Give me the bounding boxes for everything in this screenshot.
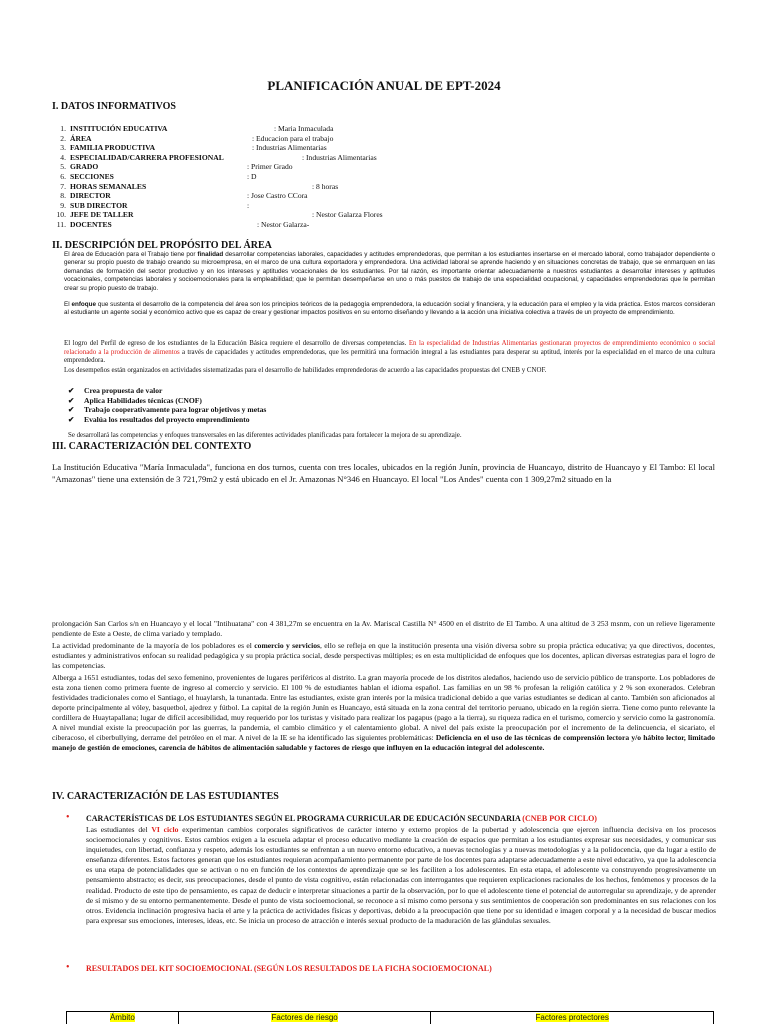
checklist-item	[68, 396, 468, 406]
row-value: : 8 horas	[312, 181, 339, 191]
row-label: HORAS SEMANALES	[70, 181, 147, 191]
checkmark-icon: ✔	[68, 405, 75, 414]
row-number: 6.	[60, 172, 66, 181]
table-header-protectores: Factores protectores	[431, 1012, 714, 1024]
checklist-item-label: Aplica Habilidades técnicas (CNOF)	[84, 395, 202, 405]
section-3-paragraph-3: La actividad predominante de la mayoría de los pobladores es el comercio y servicios, ello se refleja en que la institución presenta una visión diversa sobre su propia práctica educativa; ya que directivos, docentes, estudiantes y administrativos enfocan su realidad pedagógica y su propia práctica social, desde perspectivas múltiples; es en esta multiplicidad de enfoques que los docentes, aplican diversas estrategias para el logro de las competencias.	[52, 641, 715, 670]
checklist-item-label: Evalúa los resultados del proyecto emprendimiento	[84, 414, 250, 424]
section-3-paragraph-1: La Institución Educativa "María Inmaculada", funciona en dos turnos, cuenta con tres locales, ubicados en la región Junín, provincia de Huancayo, distrito de Huancayo y El Tambo: El local "Amazonas" tiene una extensión de 3 721,79m2 y está ubicado en el Jr. Amazonas N°346 en Huancayo. El local "Los Andes" cuenta con 1 309,27m2 situado en la	[52, 462, 715, 485]
row-value: : D	[247, 172, 257, 181]
checklist-item	[68, 405, 468, 415]
checklist-item	[68, 386, 468, 396]
section-3-heading: III. CARACTERIZACIÓN DEL CONTEXTO	[52, 441, 252, 452]
row-label: INSTITUCIÓN EDUCATIVA	[70, 124, 168, 133]
section-3-paragraph-4: Alberga a 1651 estudiantes, todas del sexo femenino, provenientes de lugares periféricos al distrito. La gran mayoría procede de los distritos aledaños, haciendo uso de servicio público de transporte. Los pobladores de esta zona tienen como primera fuente de ingreso al comercio y servicio. El 100 % de estudiantes hablan el idioma español. Las familias en un 98 % profesan la religión católica y 2 % son exonerados. Celebran festividades tradicionales como el Santiago, el huaylarsh, la tunantada. Entre las estudiantes, existe gran interés por la música tradicional debido a que varias estudiantes se dedican al canto. También son aficionados al deporte principalmente al vóley, basquetbol, ajedrez y fútbol. La capital de la región Junín es Huancayo, está situada en la zona central del territorio peruano, ubicado en la región sierra. Tiene como punto relevante la cordillera de Huaytapallana; lugar de difícil accesibilidad, muy requerido por los turistas y visitado para realizar los pagapus (pago a la tierra), su riqueza radica en el turismo, comercio y servicio como la gastronomía. A nivel mundial existe la preocupación por las guerras, la pandemia, el cambio climático y el calentamiento global. A nivel del país existe la preocupación por el incremento de la delincuencia, el sicariato, el ciberacoso, el ciberbullying, derrame del petróleo en el mar. A nivel de la IE se ha identificado las siguientes problemáticas: Deficiencia en el uso de las técnicas de comprensión lectora y/o hábito lector, limitado manejo de gestión de emociones, carencia de hábitos de alimentación saludable y factores de riesgo que influyen en la educación integral del adolescente.	[52, 673, 716, 752]
row-number: 4.	[60, 152, 66, 162]
section-2-note: Se desarrollará las competencias y enfoques transversales en las diferentes actividades planificadas para fortalecer la mejora de su aprendizaje.	[68, 432, 462, 439]
row-label: JEFE DE TALLER	[70, 210, 134, 220]
row-number: 10.	[56, 210, 66, 220]
page-title: PLANIFICACIÓN ANUAL DE EPT-2024	[267, 78, 501, 93]
row-number: 1.	[60, 124, 66, 133]
row-number: 9.	[60, 200, 66, 210]
row-label: FAMILIA PRODUCTIVA	[70, 143, 156, 153]
row-value: : Nestor Galarza Flores	[312, 210, 383, 220]
datos-row	[52, 221, 452, 230]
row-label: SECCIONES	[70, 172, 114, 181]
checkmark-icon: ✔	[68, 386, 75, 395]
row-value: : Primer Grado	[247, 162, 293, 172]
bullet-icon: •	[66, 812, 70, 823]
row-value: : Maria Inmaculada	[274, 124, 334, 133]
row-value: : Educacion para el trabajo	[252, 133, 334, 143]
row-number: 8.	[60, 191, 66, 201]
row-value: : Jose Castro CCora	[247, 191, 308, 201]
row-number: 11.	[56, 220, 66, 229]
checklist-item	[68, 415, 468, 425]
section-2-paragraph-1: El área de Educación para el Trabajo tiene por finalidad desarrollar competencias laborales, capacidades y actitudes emprendedoras, que permitan a los estudiantes insertarse en el mercado laboral, como trabajador dependiente o generar su propio puesto de trabajo creando su microempresa, en el marco de una cultura exportadora y emprendedora. Una actividad laboral se aprende haciendo y en situaciones concretas de trabajo, que se enmarquen en las demandas de formación del sector productivo y en los intereses y aptitudes vocacionales de los estudiantes. Por tal razón, es importante orientar adecuadamente a nuestros estudiantes a desarrollar intereses y aptitudes vocacionales, competencias laborales y socioemocionales para la empleabilidad; que le permitan desempeñarse en uno o más puestos de trabajo de una especialidad ocupacional, y capacidades emprendedoras que le permitan crear su propio puesto de trabajo.	[64, 251, 715, 292]
kit-results-title: RESULTADOS DEL KIT SOCIOEMOCIONAL (SEGÚN LOS RESULTADOS DE LA FICHA SOCIOEMOCIONAL)	[86, 964, 492, 973]
section-2-heading: II. DESCRIPCIÓN DEL PROPÓSITO DEL ÁREA	[52, 240, 272, 251]
datos-row	[52, 125, 452, 134]
characteristics-title: CARACTERÍSTICAS DE LOS ESTUDIANTES SEGÚN EL PROGRAMA CURRICULAR DE EDUCACIÓN SECUNDARIA (CNEB POR CICLO)	[86, 814, 597, 823]
row-label: ÁREA	[70, 133, 92, 143]
row-number: 5.	[60, 162, 66, 172]
row-label: DIRECTOR	[70, 191, 111, 201]
section-4-heading: IV. CARACTERIZACIÓN DE LAS ESTUDIANTES	[52, 791, 279, 802]
row-label: GRADO	[70, 162, 99, 172]
row-label: SUB DIRECTOR	[70, 200, 128, 210]
table-header-riesgo: Factores de riesgo	[178, 1012, 431, 1024]
section-2-paragraph-2: El enfoque que sustenta el desarrollo de la competencia del área son los principios teóricos de la pedagogía emprendedora, la educación social y financiera, y la educación para el empleo y la vida práctica. Estos marcos consideran al estudiante un agente social y económico activo que es capaz de crear y gestionar impactos positivos en su entorno diseñando y llevando a la acción una iniciativa colectiva a través de un proyecto de emprendimiento.	[64, 301, 715, 317]
table-header-row	[67, 1012, 714, 1024]
section-3-paragraph-2: prolongación San Carlos s/n en Huancayo y el local "Intihuatana" con 4 381,27m se encuentra en la Av. Mariscal Castilla N° 4500 en el distrito de El Tambo. A una altitud de 3 253 msnm, con un relieve ligeramente pendiente de Este a Oeste, de clima variado y templado.	[52, 619, 715, 638]
section-2-paragraph-4: Los desempeños están organizados en actividades sistematizadas para el desarrollo de habilidades emprendedoras de acuerdo a las capacidades propuestas del CNEB y CNOF.	[64, 367, 547, 374]
competencies-checklist	[68, 386, 468, 424]
datos-row	[52, 173, 452, 182]
checklist-item-label: Trabajo cooperativamente para lograr objetivos y metas	[84, 405, 267, 414]
datos-informativos-list	[52, 125, 452, 235]
section-1-heading: I. DATOS INFORMATIVOS	[52, 101, 176, 112]
row-value: :	[247, 200, 250, 210]
row-label: DOCENTES	[70, 220, 112, 229]
checkmark-icon: ✔	[68, 414, 75, 424]
row-number: 3.	[60, 143, 66, 153]
datos-row	[52, 192, 452, 201]
socioemotional-table	[66, 1011, 714, 1024]
row-number: 7.	[60, 181, 66, 191]
row-label: ESPECIALIDAD/CARRERA PROFESIONAL	[70, 152, 224, 162]
section-2-paragraph-3: El logro del Perfil de egreso de los estudiantes de la Educación Básica requiere el desarrollo de diversas competencias. En la especialidad de Industrias Alimentarias gestionaran proyectos de emprendimiento económico o social relacionado a la producción de alimentos a través de capacidades y actitudes emprendedoras, que les permitirá una formación integral a las estudiantes para desperar su aptitud, interés por la especialidad en el marco de una cultura emprendedora.	[64, 340, 716, 365]
datos-row	[52, 211, 452, 220]
checklist-item-label: Crea propuesta de valor	[84, 386, 163, 395]
row-number: 2.	[60, 133, 66, 143]
table-header-ambito: Ámbito	[67, 1012, 179, 1024]
checkmark-icon: ✔	[68, 395, 75, 405]
characteristics-paragraph: Las estudiantes del VI ciclo experimentan cambios corporales significativos de carácter interno y externo propios de la pubertad y adolescencia que ejercen influencia decisiva en los procesos socioemocionales y cognitivos. Estos cambios exigen a la escuela adaptar el proceso educativo mediante la creación de espacios que permitan a los estudiantes expresar sus necesidades, y comunicar sus inquietudes, con libertad, confianza y respeto, además los estudiantes se enfrentan a un nuevo entorno educativo, a nuevas tecnologías y a nuevas metodologías y a la polidocencia, que da lugar a estilo de enseñanza diferentes. Estos factores generan que los estudiantes requieran acompañamiento permanente por parte de los docentes para adaptarse adecuadamente a este nivel educativo, ya que la adolescencia es una etapa de potencialidades que se activan o no en función de los contextos de aprendizaje que se les faciliten a los adolescentes. En esta etapa, el adolescente va construyendo progresivamente un pensamiento abstracto; es decir, sus preocupaciones, desde el punto de vista cognitivo, están relacionadas con interrogantes que requieren explicaciones racionales de los hechos, fenómenos y procesos de la realidad. Producto de este tipo de pensamiento, es capaz de deducir e interpretar situaciones a partir de la observación, por lo que el adolescente tiene el potencial de autorregular su aprendizaje, y de aprender de sí mismo y de su entorno permanentemente. Desde el punto de vista socioemocional, se reconoce a sí mismo como persona y sus sentimientos de cooperación son predominantes en sus relaciones con los otros. Evidencia inclinación progresiva hacia el arte y la práctica de actividades físicas y deportivas, debido a la preocupación que tiene por su identidad e imagen corporal y a la necesidad de buscar medios para expresar sus emociones, intereses, ideas, etc. Se inicia un proceso de atracción e interés sexual producto de la maduración de las glándulas sexuales.	[86, 825, 716, 925]
bullet-icon: •	[66, 962, 70, 973]
datos-row	[52, 144, 452, 153]
row-value: : Industrias Alimentarias	[302, 152, 377, 162]
row-value: : Industrias Alimentarias	[252, 143, 327, 153]
row-value: : Nestor Galarza-	[257, 220, 310, 229]
